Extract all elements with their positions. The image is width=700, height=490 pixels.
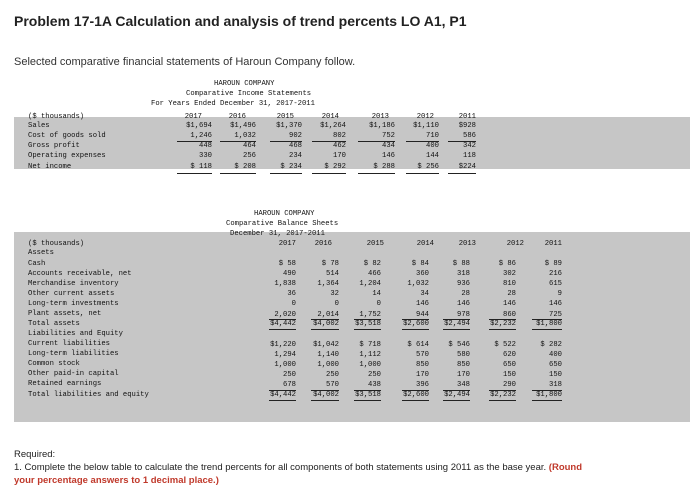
required-round-note-continued: your percentage answers to 1 decimal place.)	[14, 475, 219, 486]
balance-liab-underline	[354, 390, 381, 391]
balance-cell: 34	[420, 290, 429, 298]
income-cell: $1,370	[276, 122, 302, 130]
income-cell: $1,694	[186, 122, 212, 130]
balance-row-label: Merchandise inventory	[28, 280, 119, 288]
balance-statement-name: Comparative Balance Sheets	[226, 220, 339, 228]
balance-asset-underline	[311, 319, 339, 320]
income-cell: $ 208	[234, 163, 256, 171]
income-total-underline	[312, 173, 346, 174]
balance-cell: 146	[416, 300, 429, 308]
balance-liab-total-underline	[443, 400, 470, 401]
balance-liab-total-underline	[489, 400, 516, 401]
balance-asset-underline	[489, 319, 516, 320]
balance-cell: 1,838	[274, 280, 296, 288]
balance-cell: $ 86	[498, 260, 516, 268]
required-instruction-text: 1. Complete the below table to calculate the trend percents for all components of both statements using 2011 as the base year.	[14, 462, 547, 473]
income-year-2016: 2016	[228, 113, 246, 121]
income-statement-panel	[14, 78, 690, 182]
balance-cell: 2,014	[317, 311, 339, 319]
required-heading: Required:	[14, 449, 56, 460]
balance-asset-underline	[402, 319, 429, 320]
income-statement-name: Comparative Income Statements	[186, 90, 312, 98]
balance-row-label: Long-term investments	[28, 300, 119, 308]
balance-cell: 1,000	[274, 361, 296, 369]
income-cell: $1,110	[413, 122, 439, 130]
balance-asset-underline	[532, 319, 562, 320]
balance-year-2012: 2012	[506, 240, 524, 248]
balance-cell: 170	[457, 371, 470, 379]
balance-row-label: Other current assets	[28, 290, 115, 298]
balance-asset-total-underline	[269, 329, 296, 330]
income-row-label: Cost of goods sold	[28, 132, 106, 140]
balance-cell: 810	[503, 280, 516, 288]
balance-cell: 170	[416, 371, 429, 379]
income-underline	[270, 141, 302, 142]
income-cell: $1,496	[230, 122, 256, 130]
balance-year-2015: 2015	[366, 240, 384, 248]
balance-cell: $2,494	[444, 320, 470, 328]
balance-cell: 944	[416, 311, 429, 319]
required-instruction	[14, 462, 694, 473]
income-cell: 330	[199, 152, 212, 160]
balance-cell: $ 78	[321, 260, 339, 268]
income-year-2012: 2012	[416, 113, 434, 121]
balance-cell: 580	[457, 351, 470, 359]
income-cell: 144	[426, 152, 439, 160]
income-year-2017: 2017	[184, 113, 202, 121]
balance-company-name: HAROUN COMPANY	[254, 210, 315, 218]
balance-cell: 146	[457, 300, 470, 308]
income-cell: 902	[289, 132, 302, 140]
balance-cell: 400	[549, 351, 562, 359]
balance-cell: $2,494	[444, 391, 470, 399]
income-cell: 586	[463, 132, 476, 140]
income-total-underline	[220, 173, 256, 174]
balance-cell: $ 58	[278, 260, 296, 268]
balance-cell: $ 718	[359, 341, 381, 349]
income-underline	[448, 141, 476, 142]
balance-asset-total-underline	[532, 329, 562, 330]
balance-cell: 1,032	[407, 280, 429, 288]
balance-cell: 678	[283, 381, 296, 389]
balance-cell: 466	[368, 270, 381, 278]
balance-cell: 250	[326, 371, 339, 379]
income-cell: 710	[426, 132, 439, 140]
income-cell: $ 292	[324, 163, 346, 171]
balance-cell: $ 82	[363, 260, 381, 268]
income-period: For Years Ended December 31, 2017-2011	[151, 100, 315, 108]
income-unit-label: ($ thousands)	[28, 113, 85, 121]
balance-liab-underline	[443, 390, 470, 391]
balance-cell: 1,112	[359, 351, 381, 359]
balance-row-label: Total assets	[28, 320, 80, 328]
balance-cell: 860	[503, 311, 516, 319]
balance-unit-label: ($ thousands)	[28, 240, 85, 248]
balance-cell: 150	[503, 371, 516, 379]
income-row-label: Gross profit	[28, 142, 80, 150]
problem-subtitle: Selected comparative financial statements of Haroun Company follow.	[14, 56, 356, 68]
income-underline	[358, 141, 395, 142]
income-cell: 170	[333, 152, 346, 160]
balance-cell: 28	[461, 290, 470, 298]
balance-cell: 36	[287, 290, 296, 298]
income-cell: 802	[333, 132, 346, 140]
income-cell: $928	[458, 122, 476, 130]
balance-asset-underline	[354, 319, 381, 320]
balance-cell: 620	[503, 351, 516, 359]
balance-asset-total-underline	[489, 329, 516, 330]
income-cell: $ 256	[417, 163, 439, 171]
income-underline	[220, 141, 256, 142]
balance-cell: 146	[503, 300, 516, 308]
balance-cell: 850	[416, 361, 429, 369]
balance-cell: 0	[376, 300, 381, 308]
balance-cell: $2,232	[490, 391, 516, 399]
balance-cell: $ 282	[540, 341, 562, 349]
balance-row-label: Assets	[28, 249, 54, 257]
income-cell: 1,032	[234, 132, 256, 140]
balance-asset-underline	[443, 319, 470, 320]
balance-cell: 396	[416, 381, 429, 389]
balance-cell: $ 88	[452, 260, 470, 268]
balance-cell: 0	[334, 300, 339, 308]
balance-asset-total-underline	[311, 329, 339, 330]
income-underline	[177, 141, 212, 142]
income-row-label: Operating expenses	[28, 152, 106, 160]
income-underline	[312, 141, 346, 142]
balance-liab-total-underline	[402, 400, 429, 401]
balance-cell: $3,518	[355, 391, 381, 399]
balance-cell: $ 522	[494, 341, 516, 349]
balance-cell: 250	[368, 371, 381, 379]
income-cell: 434	[382, 142, 395, 150]
income-year-2014: 2014	[321, 113, 339, 121]
balance-liab-underline	[402, 390, 429, 391]
income-cell: $ 118	[190, 163, 212, 171]
balance-cell: $1,220	[270, 341, 296, 349]
income-cell: 752	[382, 132, 395, 140]
balance-row-label: Current liabilities	[28, 340, 110, 348]
income-company-name: HAROUN COMPANY	[214, 80, 275, 88]
income-total-underline	[406, 173, 439, 174]
balance-year-2014: 2014	[416, 240, 434, 248]
balance-row-label: Common stock	[28, 360, 80, 368]
balance-cell: 360	[416, 270, 429, 278]
balance-cell: 615	[549, 280, 562, 288]
balance-cell: 302	[503, 270, 516, 278]
income-cell: 342	[463, 142, 476, 150]
income-cell: 468	[289, 142, 302, 150]
balance-cell: $4,442	[270, 391, 296, 399]
balance-cell: 1,000	[359, 361, 381, 369]
income-cell: $ 288	[373, 163, 395, 171]
balance-cell: $3,518	[355, 320, 381, 328]
balance-cell: 0	[291, 300, 296, 308]
balance-cell: $ 546	[448, 341, 470, 349]
balance-liab-underline	[489, 390, 516, 391]
income-cell: 448	[199, 142, 212, 150]
balance-liab-total-underline	[532, 400, 562, 401]
income-total-underline	[177, 173, 212, 174]
balance-cell: $4,442	[270, 320, 296, 328]
balance-cell: 250	[283, 371, 296, 379]
income-cell: 234	[289, 152, 302, 160]
balance-cell: 1,294	[274, 351, 296, 359]
income-cell: $224	[458, 163, 476, 171]
income-underline	[406, 141, 439, 142]
balance-cell: 725	[549, 311, 562, 319]
income-cell: 462	[333, 142, 346, 150]
balance-row-label: Accounts receivable, net	[28, 270, 132, 278]
balance-sheet-panel	[14, 208, 690, 424]
balance-cell: 318	[457, 270, 470, 278]
balance-cell: 490	[283, 270, 296, 278]
income-cell: $1,264	[320, 122, 346, 130]
balance-year-2017: 2017	[278, 240, 296, 248]
income-cell: 400	[426, 142, 439, 150]
balance-cell: 318	[549, 381, 562, 389]
balance-cell: 1,364	[317, 280, 339, 288]
balance-cell: $4,002	[313, 391, 339, 399]
balance-cell: $ 614	[407, 341, 429, 349]
income-total-underline	[270, 173, 302, 174]
income-cell: 1,246	[190, 132, 212, 140]
income-cell: $1,186	[369, 122, 395, 130]
balance-cell: 146	[549, 300, 562, 308]
balance-cell: $ 84	[411, 260, 429, 268]
balance-cell: 570	[416, 351, 429, 359]
income-row-label: Sales	[28, 122, 50, 130]
balance-cell: 570	[326, 381, 339, 389]
balance-cell: 1,204	[359, 280, 381, 288]
balance-cell: 650	[549, 361, 562, 369]
problem-title: Problem 17-1A Calculation and analysis of trend percents LO A1, P1	[14, 13, 467, 29]
balance-cell: 1,000	[317, 361, 339, 369]
balance-cell: 216	[549, 270, 562, 278]
income-cell: 118	[463, 152, 476, 160]
balance-row-label: Plant assets, net	[28, 310, 102, 318]
balance-year-2013: 2013	[458, 240, 476, 248]
balance-asset-underline	[269, 319, 296, 320]
balance-asset-total-underline	[443, 329, 470, 330]
income-statement-band	[14, 117, 690, 169]
balance-cell: 32	[330, 290, 339, 298]
balance-cell: 28	[507, 290, 516, 298]
balance-asset-total-underline	[402, 329, 429, 330]
income-total-underline	[448, 173, 476, 174]
income-year-2013: 2013	[371, 113, 389, 121]
balance-cell: 438	[368, 381, 381, 389]
required-round-note: (Round	[548, 462, 583, 473]
balance-cell: $2,600	[403, 320, 429, 328]
balance-asset-total-underline	[354, 329, 381, 330]
balance-liab-underline	[269, 390, 296, 391]
balance-cell: 348	[457, 381, 470, 389]
balance-row-label: Cash	[28, 260, 46, 268]
balance-cell: 1,752	[359, 311, 381, 319]
balance-cell: $2,600	[403, 391, 429, 399]
income-cell: 146	[382, 152, 395, 160]
balance-row-label: Total liabilities and equity	[28, 391, 149, 399]
balance-row-label: Other paid-in capital	[28, 370, 119, 378]
income-cell: $ 234	[280, 163, 302, 171]
balance-cell: $4,002	[313, 320, 339, 328]
balance-liab-total-underline	[269, 400, 296, 401]
income-row-label: Net income	[28, 163, 72, 171]
balance-cell: $1,042	[313, 341, 339, 349]
balance-cell: 1,140	[317, 351, 339, 359]
balance-liab-underline	[311, 390, 339, 391]
balance-cell: 14	[372, 290, 381, 298]
income-cell: 464	[243, 142, 256, 150]
balance-cell: 514	[326, 270, 339, 278]
balance-liab-underline	[532, 390, 562, 391]
balance-period: December 31, 2017-2011	[230, 230, 325, 238]
balance-cell: $ 89	[544, 260, 562, 268]
balance-cell: $1,800	[536, 320, 562, 328]
balance-liab-total-underline	[354, 400, 381, 401]
balance-year-2011: 2011	[544, 240, 562, 248]
income-total-underline	[358, 173, 395, 174]
balance-cell: 936	[457, 280, 470, 288]
balance-cell: 850	[457, 361, 470, 369]
balance-row-label: Liabilities and Equity	[28, 330, 123, 338]
balance-cell: 150	[549, 371, 562, 379]
balance-cell: 9	[557, 290, 562, 298]
income-year-2011: 2011	[458, 113, 476, 121]
balance-liab-total-underline	[311, 400, 339, 401]
income-cell: 256	[243, 152, 256, 160]
income-year-2015: 2015	[276, 113, 294, 121]
balance-cell: $2,232	[490, 320, 516, 328]
balance-row-label: Long-term liabilities	[28, 350, 119, 358]
balance-cell: $1,800	[536, 391, 562, 399]
balance-cell: 978	[457, 311, 470, 319]
balance-year-2016: 2016	[314, 240, 332, 248]
balance-cell: 2,020	[274, 311, 296, 319]
balance-cell: 290	[503, 381, 516, 389]
balance-cell: 650	[503, 361, 516, 369]
balance-row-label: Retained earnings	[28, 380, 102, 388]
